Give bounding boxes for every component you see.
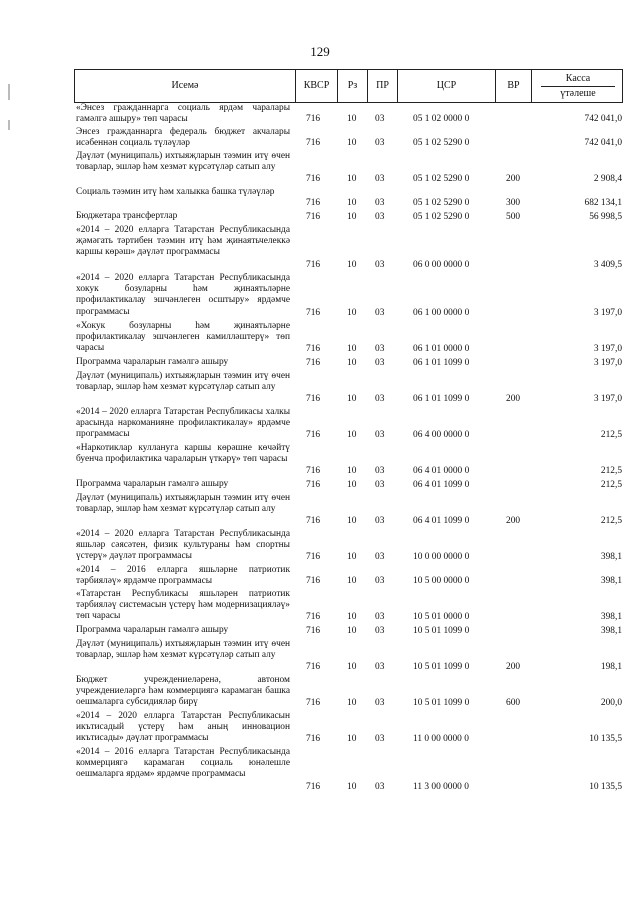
row-rz: 10 bbox=[347, 393, 357, 404]
row-kassa: 212,5 bbox=[600, 479, 622, 490]
table-row bbox=[0, 127, 640, 149]
table-row bbox=[0, 273, 640, 319]
row-pr: 03 bbox=[375, 393, 385, 404]
row-name: «2014 – 2016 елларга яшьләрне патриотик тәрбияләү» ярдәмче программасы bbox=[76, 565, 290, 587]
row-kvsr: 716 bbox=[306, 551, 321, 562]
row-vr: 200 bbox=[506, 661, 521, 672]
row-name: «2014 – 2020 елларга Татарстан Республикасында яшьләр сәясәтен, физик культураны һәм спортны үстерү» дәүләт программасы bbox=[76, 529, 290, 562]
row-kassa: 398,1 bbox=[600, 575, 622, 586]
row-name: Дәүләт (муниципаль) ихтыяҗларын тәэмин итү өчен товарлар, эшләр һәм хезмәт күрсәтүләр сатып алу bbox=[76, 639, 290, 661]
row-kvsr: 716 bbox=[306, 343, 321, 354]
row-csr: 05 1 02 0000 0 bbox=[413, 113, 470, 124]
row-name: Программа чараларын гамәлгә ашыру bbox=[76, 625, 229, 635]
row-kvsr: 716 bbox=[306, 515, 321, 526]
table-row bbox=[0, 493, 640, 527]
row-csr: 10 0 00 0000 0 bbox=[413, 551, 470, 562]
table-row bbox=[0, 747, 640, 793]
table-row bbox=[0, 589, 640, 623]
row-kassa: 682 134,1 bbox=[584, 197, 622, 208]
row-rz: 10 bbox=[347, 697, 357, 708]
row-name: Дәүләт (муниципаль) ихтыяҗларын тәэмин итү өчен товарлар, эшләр һәм хезмәт күрсәтүләр сатып алу bbox=[76, 371, 290, 393]
row-pr: 03 bbox=[375, 197, 385, 208]
row-name: Дәүләт (муниципаль) ихтыяҗларын тәэмин итү өчен товарлар, эшләр һәм хезмәт күрсәтүләр сатып алу bbox=[76, 493, 290, 515]
row-kassa: 3 409,5 bbox=[593, 259, 622, 270]
row-rz: 10 bbox=[347, 173, 357, 184]
row-pr: 03 bbox=[375, 307, 385, 318]
row-kassa: 212,5 bbox=[600, 429, 622, 440]
row-pr: 03 bbox=[375, 429, 385, 440]
row-pr: 03 bbox=[375, 465, 385, 476]
row-kassa: 198,1 bbox=[600, 661, 622, 672]
header-name: Исемә bbox=[171, 80, 199, 92]
header-csr: ЦСР bbox=[397, 70, 495, 102]
row-pr: 03 bbox=[375, 611, 385, 622]
table-row bbox=[0, 371, 640, 405]
row-csr: 06 4 00 0000 0 bbox=[413, 429, 470, 440]
row-rz: 10 bbox=[347, 197, 357, 208]
table-row bbox=[0, 225, 640, 271]
header-kassa-line1: Касса bbox=[565, 72, 591, 84]
header-rz: Рз bbox=[337, 70, 367, 102]
row-pr: 03 bbox=[375, 259, 385, 270]
table-row bbox=[0, 407, 640, 441]
row-rz: 10 bbox=[347, 113, 357, 124]
table-row bbox=[0, 625, 640, 637]
row-pr: 03 bbox=[375, 113, 385, 124]
row-rz: 10 bbox=[347, 781, 357, 792]
row-name: «2014 – 2020 елларга Татарстан Республикасын икътисадый үстерү һәм аның инновацион икътисады» дәүләт программасы bbox=[76, 711, 290, 744]
header-kassa-line2: үтәлеше bbox=[541, 86, 615, 100]
row-pr: 03 bbox=[375, 173, 385, 184]
table-row bbox=[0, 357, 640, 369]
table-row bbox=[0, 211, 640, 223]
row-rz: 10 bbox=[347, 575, 357, 586]
row-pr: 03 bbox=[375, 575, 385, 586]
row-kvsr: 716 bbox=[306, 781, 321, 792]
row-name: Программа чараларын гамәлгә ашыру bbox=[76, 479, 229, 489]
row-pr: 03 bbox=[375, 137, 385, 148]
row-kassa: 3 197,0 bbox=[593, 357, 622, 368]
table-row bbox=[0, 103, 640, 125]
row-kvsr: 716 bbox=[306, 625, 321, 636]
row-pr: 03 bbox=[375, 551, 385, 562]
row-rz: 10 bbox=[347, 625, 357, 636]
table-row bbox=[0, 711, 640, 745]
row-kvsr: 716 bbox=[306, 429, 321, 440]
row-name: «2014 – 2020 елларга Татарстан Республикасында җәмәгать тәртибен тәэмин итү һәм җинаятьчелеккә каршы көрәш» дәүләт программасы bbox=[76, 225, 290, 258]
row-vr: 200 bbox=[506, 515, 521, 526]
row-kvsr: 716 bbox=[306, 173, 321, 184]
row-csr: 06 1 01 1099 0 bbox=[413, 357, 470, 368]
row-name: Бюджет учреждениеләренә, автоном учреждениеләргә һәм коммерциягә карамаган башка оешмаларга субсидияләр бирү bbox=[76, 675, 290, 708]
table-row bbox=[0, 675, 640, 709]
row-name: «2014 – 2020 елларга Татарстан Республикасында хокук бозуларны һәм җинаятьләрне профилактикалау эшчәнлеген осштыру» ярдәмче программасы bbox=[76, 273, 290, 317]
row-kvsr: 716 bbox=[306, 113, 321, 124]
row-csr: 05 1 02 5290 0 bbox=[413, 173, 470, 184]
row-name: Дәүләт (муниципаль) ихтыяҗларын тәэмин итү өчен товарлар, эшләр һәм хезмәт күрсәтүләр сатып алу bbox=[76, 151, 290, 173]
row-pr: 03 bbox=[375, 733, 385, 744]
row-kassa: 10 135,5 bbox=[589, 733, 622, 744]
row-kvsr: 716 bbox=[306, 197, 321, 208]
row-kassa: 212,5 bbox=[600, 465, 622, 476]
row-vr: 200 bbox=[506, 173, 521, 184]
row-kvsr: 716 bbox=[306, 211, 321, 222]
scan-edge-mark bbox=[8, 120, 10, 130]
row-rz: 10 bbox=[347, 307, 357, 318]
row-kassa: 3 197,0 bbox=[593, 393, 622, 404]
row-csr: 10 5 01 1099 0 bbox=[413, 661, 470, 672]
row-vr: 600 bbox=[506, 697, 521, 708]
row-kassa: 212,5 bbox=[600, 515, 622, 526]
row-pr: 03 bbox=[375, 343, 385, 354]
row-kvsr: 716 bbox=[306, 575, 321, 586]
row-pr: 03 bbox=[375, 357, 385, 368]
row-pr: 03 bbox=[375, 515, 385, 526]
row-name: «2014 – 2016 елларга Татарстан Республикасында коммерциягә карамаган социаль юнәлешле оешмаларга ярдәм» ярдәмче программасы bbox=[76, 747, 290, 780]
table-row bbox=[0, 187, 640, 209]
row-kassa: 2 908,4 bbox=[593, 173, 622, 184]
row-pr: 03 bbox=[375, 661, 385, 672]
row-csr: 06 1 00 0000 0 bbox=[413, 307, 470, 318]
table-row bbox=[0, 151, 640, 185]
row-name: «Энсез гражданнарга социаль ярдәм чаралары гамәлгә ашыру» төп чарасы bbox=[76, 103, 290, 125]
row-kvsr: 716 bbox=[306, 697, 321, 708]
table-row bbox=[0, 565, 640, 587]
row-kassa: 200,0 bbox=[600, 697, 622, 708]
row-vr: 200 bbox=[506, 393, 521, 404]
row-csr: 06 4 01 1099 0 bbox=[413, 515, 470, 526]
row-kassa: 398,1 bbox=[600, 625, 622, 636]
row-rz: 10 bbox=[347, 465, 357, 476]
row-csr: 10 5 01 1099 0 bbox=[413, 697, 470, 708]
row-csr: 11 0 00 0000 0 bbox=[413, 733, 469, 744]
scan-edge-mark bbox=[8, 84, 10, 100]
row-rz: 10 bbox=[347, 357, 357, 368]
row-pr: 03 bbox=[375, 211, 385, 222]
table-row bbox=[0, 639, 640, 673]
row-csr: 06 1 01 0000 0 bbox=[413, 343, 470, 354]
row-name: Бюджетара трансфертлар bbox=[76, 211, 178, 221]
table-row bbox=[0, 443, 640, 477]
row-vr: 300 bbox=[506, 197, 521, 208]
row-name: «Наркотиклар куллануга каршы көрәшне көчәйтү буенча профилактика чараларын үткәрү» төп чарасы bbox=[76, 443, 290, 465]
row-name: Энсез гражданнарга федераль бюджет акчалары исәбеннән социаль түләүләр bbox=[76, 127, 290, 149]
table-row bbox=[0, 479, 640, 491]
row-kassa: 742 041,0 bbox=[584, 113, 622, 124]
row-kvsr: 716 bbox=[306, 259, 321, 270]
row-rz: 10 bbox=[347, 479, 357, 490]
row-csr: 10 5 01 0000 0 bbox=[413, 611, 470, 622]
row-kvsr: 716 bbox=[306, 479, 321, 490]
row-kassa: 398,1 bbox=[600, 611, 622, 622]
row-csr: 05 1 02 5290 0 bbox=[413, 137, 470, 148]
row-csr: 11 3 00 0000 0 bbox=[413, 781, 469, 792]
row-kvsr: 716 bbox=[306, 307, 321, 318]
row-name: «2014 – 2020 елларга Татарстан Республикасы халкы арасында наркоманияне профилактикалау» ярдәмче программасы bbox=[76, 407, 290, 440]
row-name: «Татарстан Республикасы яшьләрен патриотик тәрбияләү системасын үстерү һәм модернизацияләү» төп чарасы bbox=[76, 589, 290, 622]
row-csr: 05 1 02 5290 0 bbox=[413, 211, 470, 222]
table-row bbox=[0, 529, 640, 563]
row-rz: 10 bbox=[347, 611, 357, 622]
row-rz: 10 bbox=[347, 429, 357, 440]
header-vr: ВР bbox=[495, 70, 531, 102]
row-name: Программа чараларын гамәлгә ашыру bbox=[76, 357, 229, 367]
row-kvsr: 716 bbox=[306, 393, 321, 404]
header-kvsr: КВСР bbox=[295, 70, 337, 102]
row-pr: 03 bbox=[375, 479, 385, 490]
row-pr: 03 bbox=[375, 697, 385, 708]
row-csr: 06 4 01 0000 0 bbox=[413, 465, 470, 476]
row-csr: 10 5 00 0000 0 bbox=[413, 575, 470, 586]
table-row bbox=[0, 321, 640, 355]
row-kassa: 742 041,0 bbox=[584, 137, 622, 148]
row-pr: 03 bbox=[375, 781, 385, 792]
row-rz: 10 bbox=[347, 661, 357, 672]
row-kassa: 10 135,5 bbox=[589, 781, 622, 792]
row-kvsr: 716 bbox=[306, 733, 321, 744]
page-number: 129 bbox=[310, 44, 330, 59]
header-kassa bbox=[531, 70, 624, 102]
row-rz: 10 bbox=[347, 211, 357, 222]
row-kvsr: 716 bbox=[306, 357, 321, 368]
row-rz: 10 bbox=[347, 259, 357, 270]
row-pr: 03 bbox=[375, 625, 385, 636]
row-csr: 06 0 00 0000 0 bbox=[413, 259, 470, 270]
row-csr: 06 1 01 1099 0 bbox=[413, 393, 470, 404]
header-pr: ПР bbox=[367, 70, 397, 102]
row-kvsr: 716 bbox=[306, 137, 321, 148]
row-kassa: 3 197,0 bbox=[593, 307, 622, 318]
row-rz: 10 bbox=[347, 343, 357, 354]
row-name: Социаль тәэмин итү һәм халыкка башка түләүләр bbox=[76, 187, 275, 197]
row-kassa: 56 998,5 bbox=[589, 211, 622, 222]
row-kassa: 3 197,0 bbox=[593, 343, 622, 354]
row-kassa: 398,1 bbox=[600, 551, 622, 562]
row-csr: 10 5 01 1099 0 bbox=[413, 625, 470, 636]
row-vr: 500 bbox=[506, 211, 521, 222]
row-name: «Хокук бозуларны һәм җинаятьләрне профилактикалау эшчәнлеген камилләштерү» төп чарасы bbox=[76, 321, 290, 354]
row-rz: 10 bbox=[347, 733, 357, 744]
row-kvsr: 716 bbox=[306, 465, 321, 476]
row-csr: 06 4 01 1099 0 bbox=[413, 479, 470, 490]
row-rz: 10 bbox=[347, 551, 357, 562]
row-rz: 10 bbox=[347, 515, 357, 526]
row-kvsr: 716 bbox=[306, 611, 321, 622]
table-header bbox=[74, 69, 623, 103]
row-rz: 10 bbox=[347, 137, 357, 148]
row-csr: 05 1 02 5290 0 bbox=[413, 197, 470, 208]
row-kvsr: 716 bbox=[306, 661, 321, 672]
